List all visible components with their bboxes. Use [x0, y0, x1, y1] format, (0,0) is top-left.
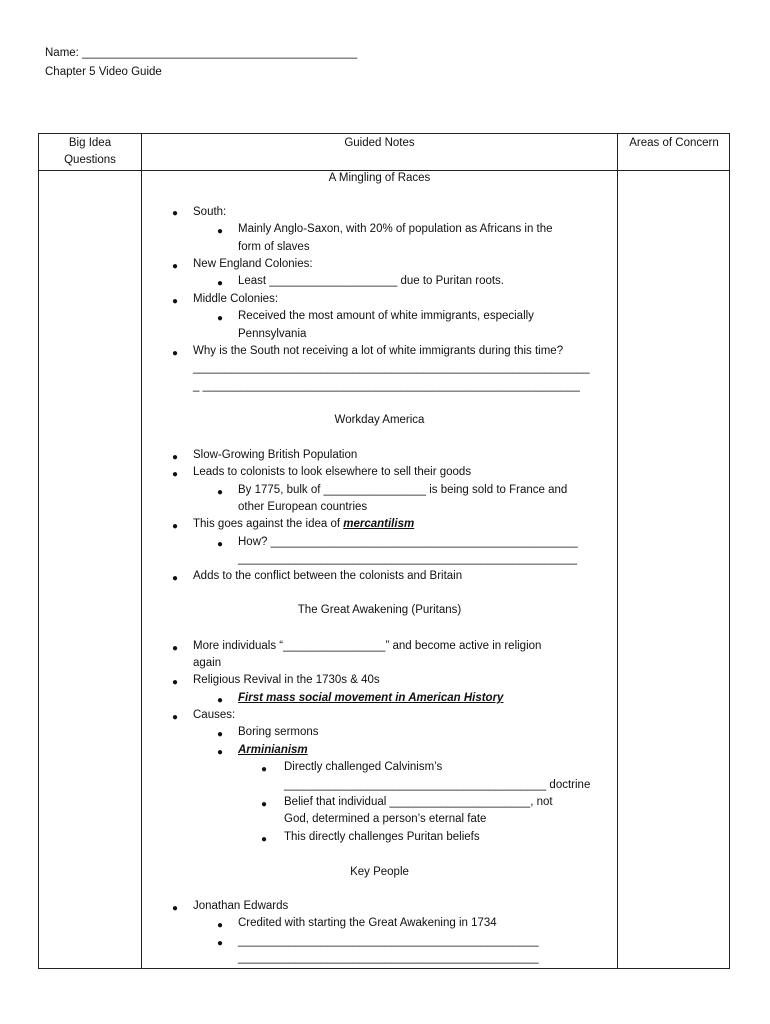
column-divider	[617, 134, 618, 968]
section-heading-races: A Mingling of Races	[328, 172, 431, 184]
list-item-continuation: God, determined a person’s eternal fate	[284, 813, 487, 825]
answer-blank: _____________________________________________________	[238, 553, 577, 565]
list-item: Middle Colonies:	[193, 293, 279, 305]
bullet-icon: ●	[172, 903, 179, 914]
list-item: Belief that individual ______________________, not	[284, 796, 553, 808]
bullet-icon: ●	[217, 226, 224, 237]
bullet-icon: ●	[217, 487, 224, 498]
answer-blank: ______________________________________________________________	[193, 362, 590, 374]
column-header-big-idea	[39, 135, 141, 169]
page-subtitle: Chapter 5 Video Guide	[45, 66, 162, 78]
answer-blank: _________________________________________ doctrine	[284, 779, 591, 791]
list-item-continuation: other European countries	[238, 501, 368, 513]
list-item: Religious Revival in the 1730s & 40s	[193, 674, 380, 686]
list-item-continuation: form of slaves	[238, 241, 310, 253]
list-item-text: This goes against the idea of	[193, 518, 344, 530]
section-heading-key-people: Key People	[350, 866, 409, 878]
bullet-icon: ●	[172, 521, 179, 532]
column-header-big-idea-line2: Questions	[64, 154, 116, 166]
list-item: Jonathan Edwards	[193, 900, 289, 912]
notes-table	[38, 133, 730, 969]
column-divider	[141, 134, 142, 968]
list-item: Leads to colonists to look elsewhere to sell their goods	[193, 466, 472, 478]
list-item-question: How? ________________________________________________	[238, 536, 578, 548]
section-heading-workday: Workday America	[334, 414, 425, 426]
list-item: This directly challenges Puritan beliefs	[284, 831, 480, 843]
column-header-big-idea-line1: Big Idea	[68, 137, 112, 149]
header-row-divider	[39, 170, 729, 171]
bullet-icon: ●	[217, 695, 224, 706]
bullet-icon: ●	[217, 539, 224, 550]
list-item: Directly challenged Calvinism’s	[284, 761, 443, 773]
answer-blank: _______________________________________________	[238, 952, 539, 964]
name-field-label: Name: ___________________________________________	[45, 47, 358, 59]
bullet-icon: ●	[217, 747, 224, 758]
bullet-icon: ●	[261, 799, 268, 810]
bullet-icon: ●	[172, 677, 179, 688]
bullet-icon: ●	[217, 313, 224, 324]
bullet-icon: ●	[172, 208, 179, 219]
key-term-first-mass-movement: First mass social movement in American History	[238, 692, 504, 704]
list-item: Boring sermons	[238, 726, 319, 738]
list-item: Least ____________________ due to Puritan roots.	[238, 275, 504, 287]
bullet-icon: ●	[217, 278, 224, 289]
list-item: South:	[193, 206, 227, 218]
list-item-continuation: Pennsylvania	[238, 328, 307, 340]
bullet-icon: ●	[217, 920, 224, 931]
answer-blank: _______________________________________________	[238, 935, 539, 947]
bullet-icon: ●	[261, 834, 268, 845]
bullet-icon: ●	[172, 452, 179, 463]
list-item: New England Colonies:	[193, 258, 313, 270]
bullet-icon: ●	[172, 261, 179, 272]
list-item: More individuals “________________” and become active in religion	[193, 640, 542, 652]
bullet-icon: ●	[261, 764, 268, 775]
bullet-icon: ●	[172, 296, 179, 307]
list-item-question: Why is the South not receiving a lot of white immigrants during this time?	[193, 345, 564, 357]
list-item: Credited with starting the Great Awakening in 1734	[238, 917, 497, 929]
bullet-icon: ●	[172, 348, 179, 359]
list-item: Causes:	[193, 709, 236, 721]
bullet-icon: ●	[217, 729, 224, 740]
list-item	[193, 518, 414, 530]
list-item: Slow-Growing British Population	[193, 449, 358, 461]
list-item: Received the most amount of white immigrants, especially	[238, 310, 534, 322]
bullet-icon: ●	[172, 643, 179, 654]
key-term-mercantilism: mercantilism	[343, 518, 415, 530]
bullet-icon: ●	[172, 712, 179, 723]
list-item: Adds to the conflict between the colonists and Britain	[193, 570, 463, 582]
list-item: Mainly Anglo-Saxon, with 20% of population as Africans in the	[238, 223, 553, 235]
bullet-icon: ●	[172, 573, 179, 584]
column-header-guided-notes: Guided Notes	[344, 137, 415, 149]
answer-blank: _ ___________________________________________________________	[193, 380, 580, 392]
list-item: By 1775, bulk of ________________ is being sold to France and	[238, 484, 568, 496]
key-term-arminianism: Arminianism	[238, 744, 308, 756]
bullet-icon: ●	[217, 938, 224, 949]
bullet-icon: ●	[172, 469, 179, 480]
list-item-continuation: again	[193, 657, 222, 669]
column-header-areas-of-concern: Areas of Concern	[629, 137, 719, 149]
section-heading-great-awakening: The Great Awakening (Puritans)	[297, 604, 462, 616]
